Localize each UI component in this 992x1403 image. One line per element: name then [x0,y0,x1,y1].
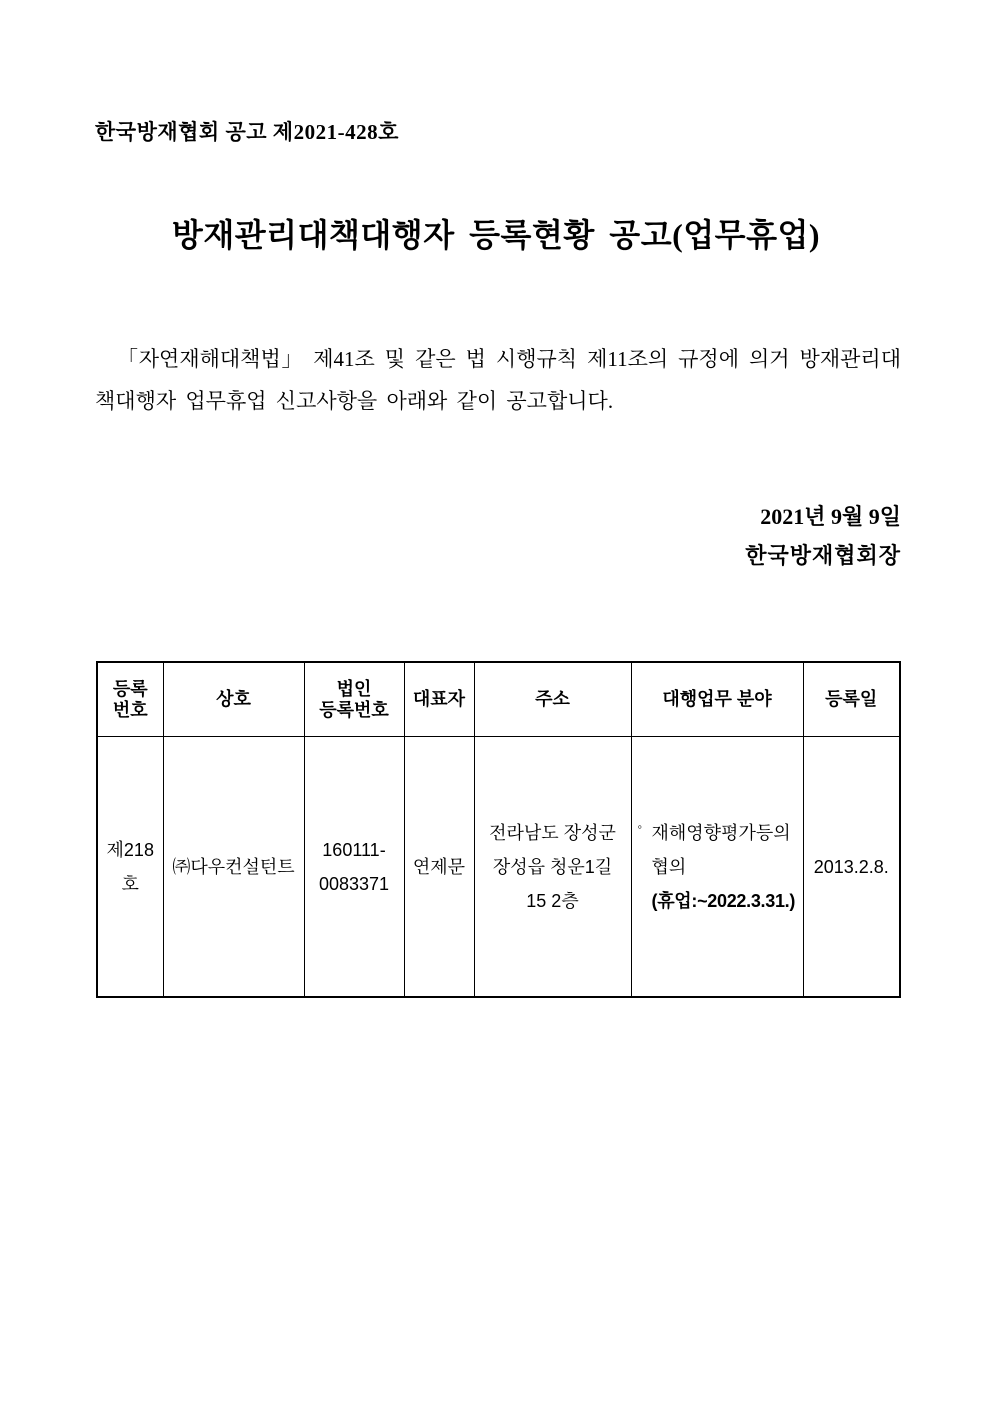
header-company [163,662,304,737]
address-line2: 장성읍 청운1길 [492,856,613,877]
header-reg-date-label: 등록일 [825,689,878,709]
reg-date-value: 2013.2.8. [813,856,889,877]
notice-number: 한국방재협회 공고 제2021-428호 [95,120,399,144]
cell-business-field [631,737,803,998]
page-title: 방재관리대책대행자 등록현황 공고(업무휴업) [171,217,821,253]
company-value: ㈜다우컨설턴트 [172,856,295,877]
issue-date: 2021년 9월 9일 [760,504,901,529]
address-line1: 전라남도 장성군 [489,822,616,843]
representative-value: 연제문 [412,856,466,877]
header-business-field [631,662,803,737]
header-business-field-label: 대행업무 분야 [662,689,772,709]
header-address [474,662,631,737]
body-paragraph: 「자연재해대책법」 제41조 및 같은 법 시행규칙 제11조의 규정에 의거 방재관리대책대행자 업무휴업 신고사항을 아래와 같이 공고합니다. [95,347,901,413]
header-representative-label: 대표자 [412,689,466,709]
cell-reg-date [803,737,900,998]
header-reg-no [97,662,163,737]
header-corp-no-line2: 등록번호 [319,699,389,720]
corp-no-line2: 0083371 [318,873,390,894]
corp-no-line1: 160111- [322,839,386,860]
cell-address [474,737,631,998]
header-reg-no-line1: 등록 [112,678,148,699]
header-reg-date [803,662,900,737]
header-corp-no [304,662,404,737]
address-line3: 15 2층 [526,890,579,911]
cell-reg-no [97,737,163,998]
cell-representative [404,737,474,998]
table-row [97,737,900,998]
issuer-name: 한국방재협회장 [745,543,901,568]
table-header-row [97,662,900,737]
header-company-label: 상호 [216,689,251,709]
cell-company [163,737,304,998]
suspension-note: (휴업:~2022.3.31.) [651,890,796,911]
bullet-icon: ◦ [637,818,643,834]
header-reg-no-line2: 번호 [112,699,148,720]
business-field-line2: 협의 [651,856,687,877]
header-corp-no-line1: 법인 [336,678,372,699]
business-field-line1: 재해영향평가등의 [651,822,791,843]
reg-no-value: 제218호 [106,839,154,894]
business-field-item [637,816,800,918]
header-address-label: 주소 [535,689,570,709]
registration-table [96,661,901,998]
header-representative [404,662,474,737]
cell-corp-no [304,737,404,998]
